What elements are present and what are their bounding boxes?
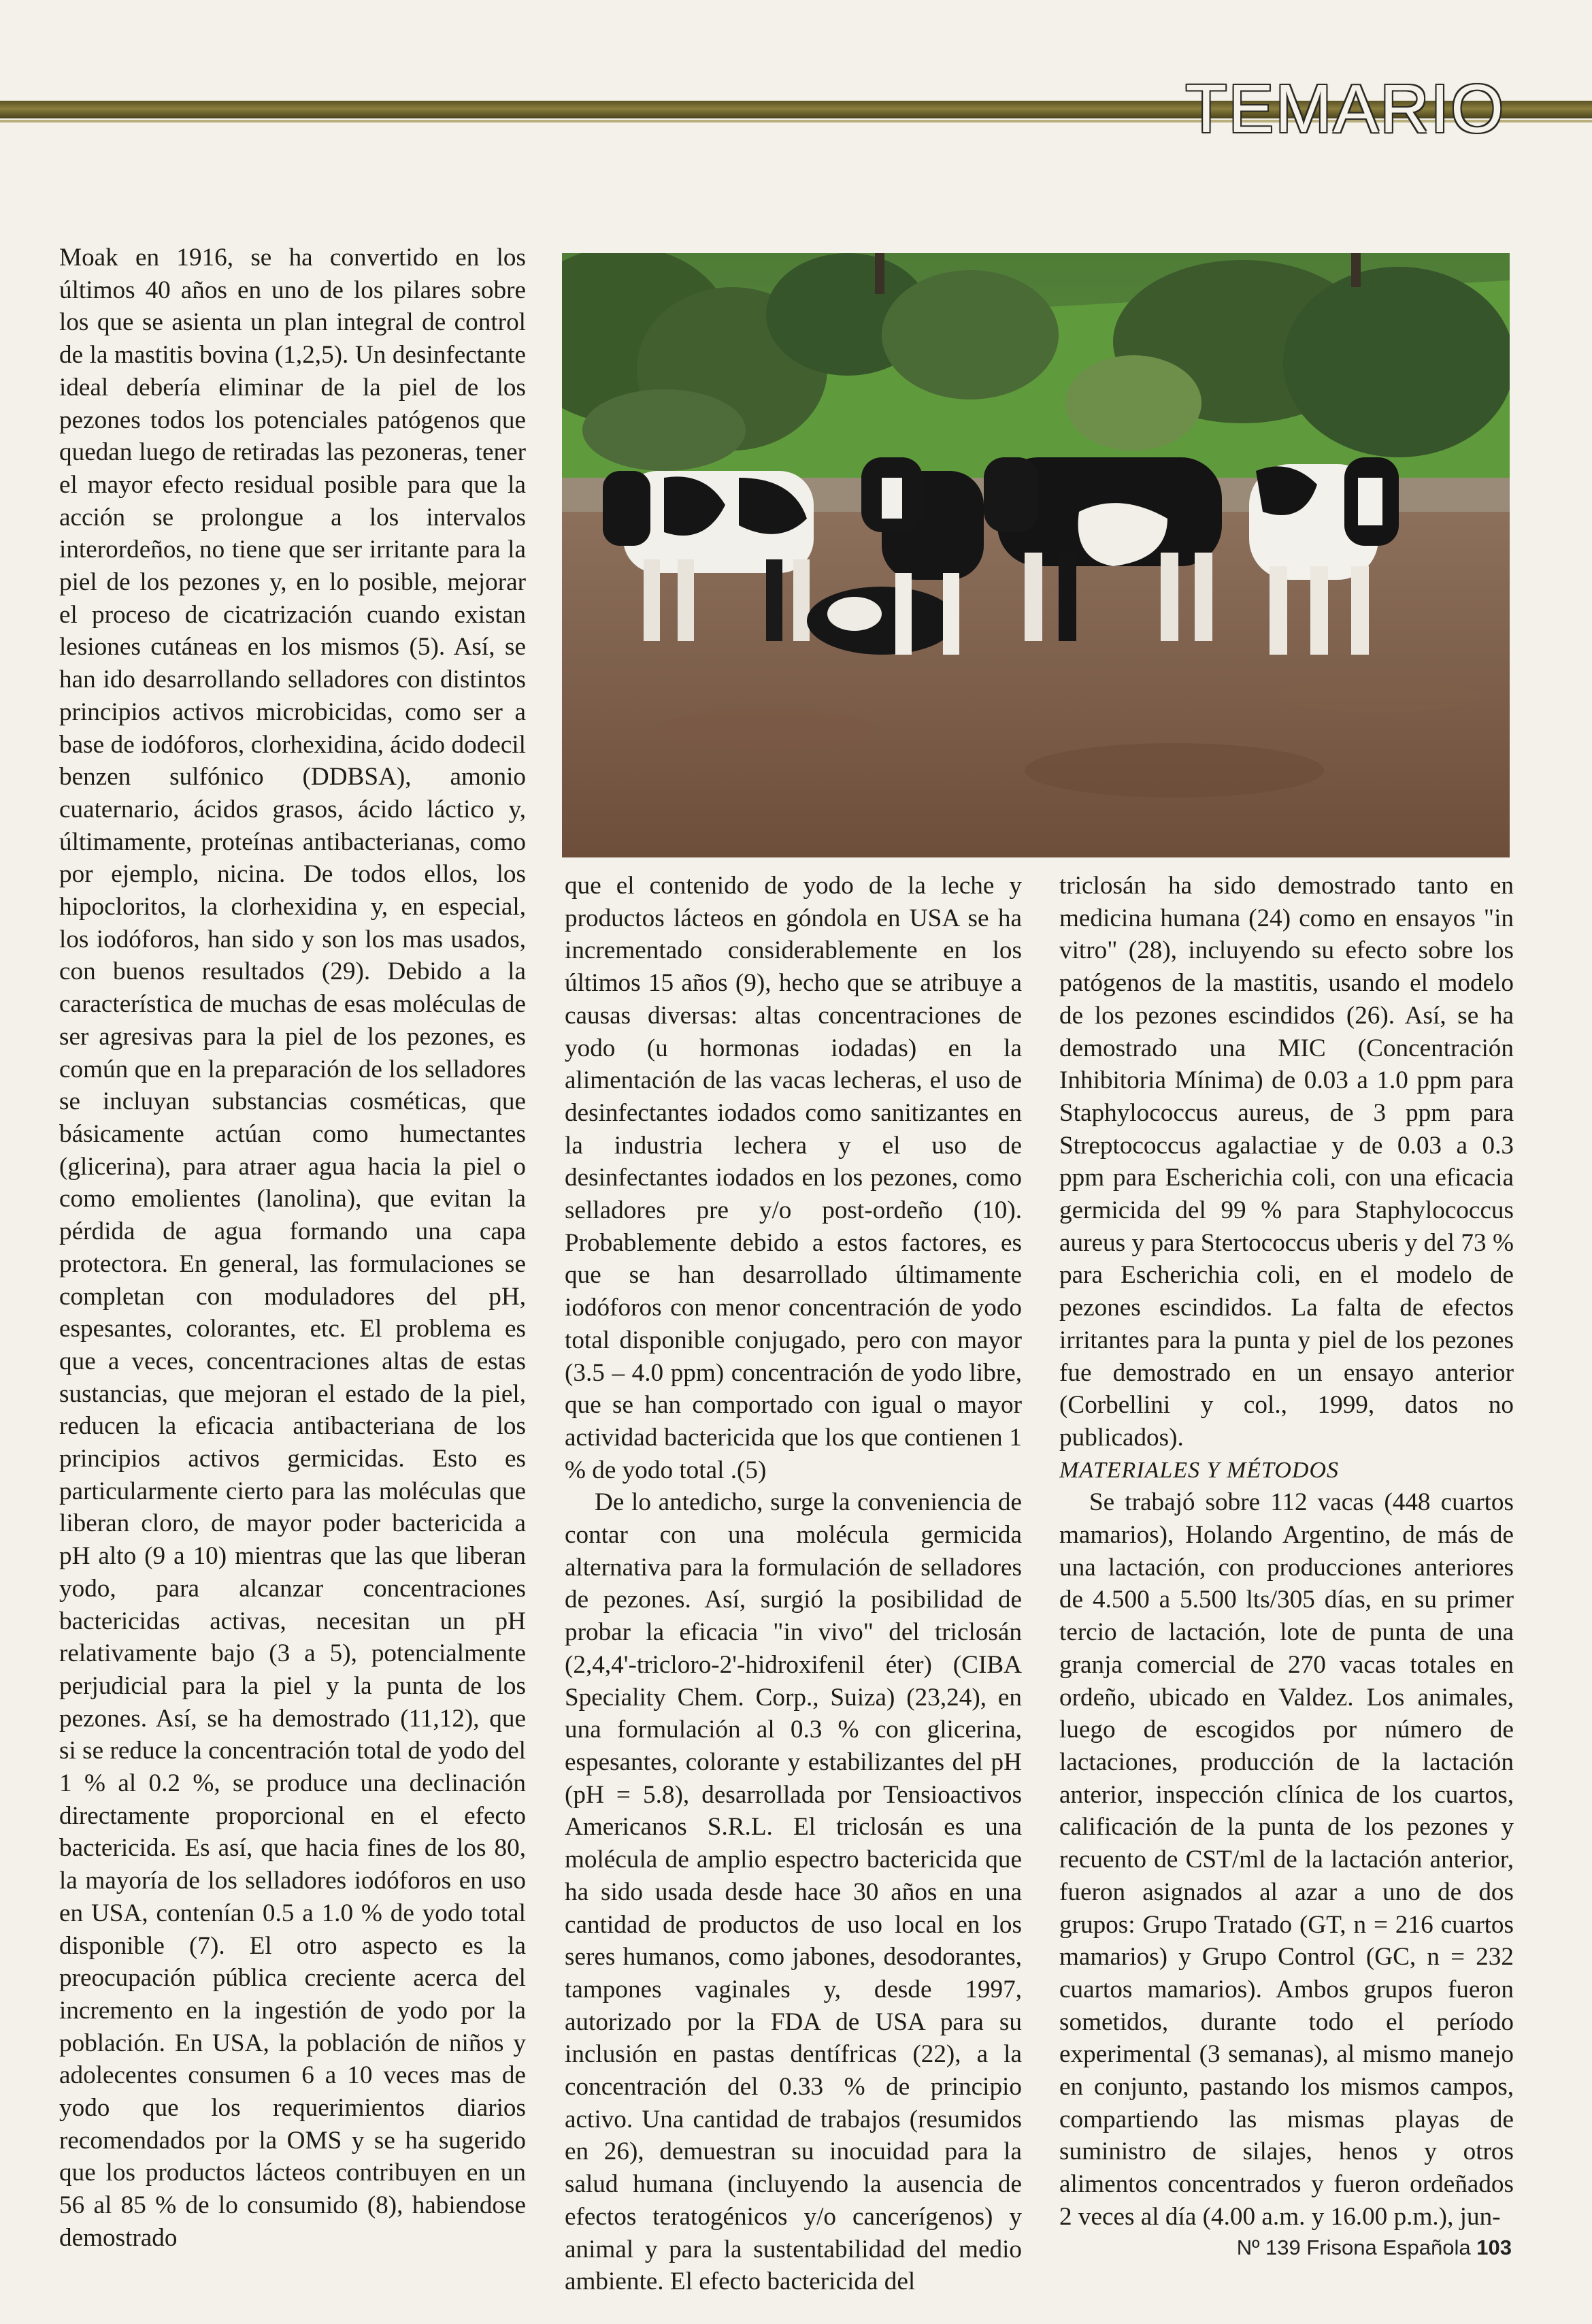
article-column-2: [565, 870, 1022, 2298]
section-heading: MATERIALES Y MÉTODOS: [1059, 1457, 1339, 1483]
article-paragraph: Se trabajó sobre 112 vacas (448 cuartos mamarios), Holando Argentino, de más de una lactación, con producciones anteriores de 4.500 a 5.500 lts/305 días, en su primer tercio de lactación, lote de punta de una granja comercial de 270 vacas totales en ordeño, ubicado en Valdez. Los animales, luego de escogidos por número de lactaciones, producción de la lactación anterior, inspección clínica de los cuartos, calificación de la punta de los pezones y recuento de CST/ml de la lactación anterior, fueron asignados al azar a uno de dos grupos: Grupo Tratado (GT, n = 216 cuartos mamarios) y Grupo Control (GC, n = 232 cuartos mamarios). Ambos grupos fueron sometidos, durante todo el período experimental (3 semanas), al mismo manejo en conjunto, pastando los mismos campos, compartiendo las mismas playas de suministro de silajes, henos y otros alimentos concentrados y fueron ordeñados 2 veces al día (4.00 a.m. y 16.00 p.m.), jun-: [1059, 1488, 1514, 2231]
article-paragraph: De lo antedicho, surge la conveniencia de contar con una molécula germicida alternativa para la formulación de selladores de pezones. Así, surgió la posibilidad de probar la eficacia "in vivo" del triclosán (2,4,4'-tricloro-2'-hidroxifenil éter) (CIBA Speciality Chem. Corp., Suiza) (23,24), en una formulación al 0.3 % con glicerina, espesantes, colorante y estabilizantes del pH (pH = 5.8), desarrollada por Tensioactivos Americanos S.R.L. El triclosán es una molécula de amplio espectro bactericida que ha sido usada desde hace 30 años en una cantidad de productos de uso local en los seres humanos, como jabones, desodorantes, tampones vaginales y, desde 1997, autorizado por la FDA de USA para su inclusión en pastas dentífricas (22), a la concentración del 0.33 % de principio activo. Una cantidad de trabajos (resumidos en 26), demuestran su inocuidad para la salud humana (incluyendo la ausencia de efectos teratogénicos y/o cancerígenos) y animal y para la sustentabilidad del medio ambiente. El efecto bactericida del: [565, 1488, 1022, 2296]
article-column-3: [1059, 870, 1514, 2233]
cow-lying: [807, 587, 957, 655]
article-column-1: [59, 242, 526, 2255]
article-paragraph: triclosán ha sido demostrado tanto en medicina humana (24) como en ensayos "in vitro" (28), incluyendo su efecto sobre los patógenos de la mastitis, usando el modelo de los pezones escindidos (26). Así, se ha demostrado una MIC (Concentración Inhibitoria Mínima) de 0.03 a 1.0 ppm para Staphylococcus aureus, de 3 ppm para Streptococcus agalactiae y de 0.03 a 0.3 ppm para Escherichia coli, con una eficacia germicida del 99 % para Staphylococcus aureus y para Stertococcus uberis y del 73 % para Escherichia coli, en el modelo de pezones escindidos. La falta de efectos irritantes para la punta y piel de los pezones fue demostrado en un ensayo anterior (Corbellini y col., 1999, datos no publicados).: [1059, 872, 1514, 1452]
cows-photo: [562, 253, 1510, 857]
cows-photo-illustration: [562, 253, 1510, 857]
issue-label: Nº 139 Frisona Española: [1236, 2236, 1471, 2259]
page-number: 103: [1476, 2236, 1512, 2259]
section-title: TEMARIO: [1185, 71, 1505, 147]
page-footer: [1237, 2236, 1512, 2260]
article-paragraph: que el contenido de yodo de la leche y productos lácteos en góndola en USA se ha incrementado considerablemente en los últimos 15 años (9), hecho que se atribuye a causas diversas: altas concentraciones de yodo (u hormonas iodadas) en la alimentación de las vacas lecheras, el uso de desinfectantes iodados como sanitizantes en la industria lechera y el uso de desinfectantes iodados en los pezones, como selladores pre y/o post-ordeño (10). Probablemente debido a estos factores, es que se han desarrollado últimamente iodóforos con menor concentración de yodo total disponible conjugado, pero con mayor (3.5 – 4.0 ppm) concentración de yodo libre, que se han comportado con igual o mayor actividad bactericida que los que contienen 1 % de yodo total .(5): [565, 872, 1022, 1484]
article-paragraph: Moak en 1916, se ha convertido en los últimos 40 años en uno de los pilares sobre los que se asienta un plan integral de control de la mastitis bovina (1,2,5). Un desinfectante ideal debería eliminar de la piel de los pezones todos los potenciales patógenos que quedan luego de retiradas las pezoneras, tener el mayor efecto residual posible para que la acción se prolongue a los intervalos interordeños, no tiene que ser irritante para la piel de los pezones y, en lo posible, mejorar el proceso de cicatrización cuando existan lesiones cutáneas en los mismos (5). Así, se han ido desarrollando selladores con distintos principios activos microbicidas, como ser a base de iodóforos, clorhexidina, ácido dodecil benzen sulfónico (DDBSA), amonio cuaternario, ácidos grasos, ácido láctico y, últimamente, proteínas antibacterianas, como por ejemplo, nicina. De todos ellos, los hipocloritos, la clorhexidina y, en especial, los iodóforos, han sido y son los mas usados, con buenos resultados (29). Debido a la característica de muchas de esas moléculas de ser agresivas para la piel de los pezones, es común que en la preparación de los selladores se incluyan substancias cosméticas, que básicamente actúan como humectantes (glicerina), para atraer agua hacia la piel o como emolientes (lanolina), que evitan la pérdida de agua formando una capa protectora. En general, las formulaciones se completan con moduladores del pH, espesantes, colorantes, etc. El problema es que a veces, concentraciones altas de estas sustancias, que mejoran el estado de la piel, reducen la eficacia antibacteriana de los principios activos germicidas. Esto es particularmente cierto para las moléculas que liberan cloro, de mayor poder bactericida a pH alto (9 a 10) mientras que las que liberan yodo, para alcanzar concentraciones bactericidas activas, necesitan un pH relativamente bajo (3 a 5), potencialmente perjudicial para la piel y la punta de los pezones. Así, se ha demostrado (11,12), que si se reduce la concentración total de yodo del 1 % al 0.2 %, se produce una declinación directamente proporcional en el efecto bactericida. Es así, que hacia fines de los 80, la mayoría de los selladores iodóforos en uso en USA, contenían 0.5 a 1.0 % de yodo total disponible (7). El otro aspecto es la preocupación pública creciente acerca del incremento en la ingestión de yodo por la población. En USA, la población de niños y adolecentes consumen 6 a 10 veces mas de yodo que los requerimientos diarios recomendados por la OMS y se ha sugerido que los productos lácteos contribuyen en un 56 al 85 % de lo consumido (8), habiendose demostrado: [59, 244, 526, 2252]
